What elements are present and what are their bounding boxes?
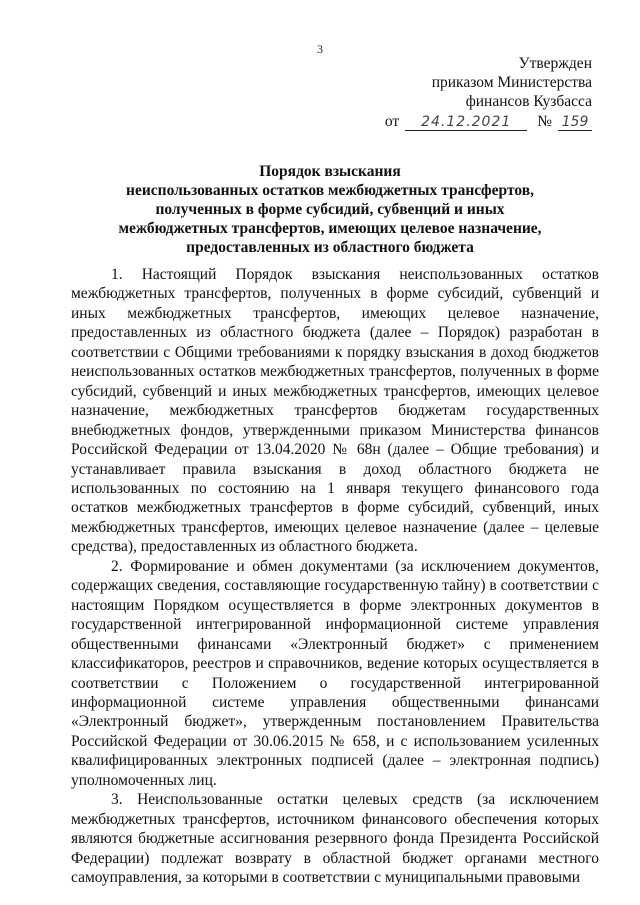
date-prefix: от — [384, 113, 400, 130]
title-line-1: Порядок взыскания — [259, 163, 401, 180]
handwritten-date: 24.12.2021 — [405, 114, 527, 131]
title-line-3: полученных в форме субсидий, субвенций и иных — [155, 201, 505, 218]
paragraph-2: 2. Формирование и обмен документами (за исключением документов, содержащих сведения, составляющие государственную тайну) в соответствии с настоящим Порядком осуществляется в форме электронных документов в государственной интегрированной информационной системе управления общественными финансами «Электронный бюджет» с применением классификаторов, реестров и справочников, ведение которых осуществляется в соответствии с Положением о государственной интегрированной информационной системе управления общественными финансами «Электронный бюджет», утвержденным постановлением Правительства Российской Федерации от 30.06.2015 № 658, и с использованием усиленных квалифицированных электронных подписей (далее – электронная подпись) уполномоченных лиц. — [71, 557, 599, 789]
number-label: № — [537, 113, 552, 130]
document-title — [60, 162, 600, 257]
title-line-5: предоставленных из областного бюджета — [186, 239, 474, 256]
approval-stamp — [372, 54, 592, 131]
approval-line-order: приказом Министерства — [431, 74, 592, 91]
document-body — [71, 265, 599, 888]
approval-date-row — [372, 112, 592, 131]
handwritten-number: 159 — [558, 114, 592, 131]
paragraph-1: 1. Настоящий Порядок взыскания неиспользованных остатков межбюджетных трансфертов, полученных в форме субсидий, субвенций и иных межбюджетных трансфертов, имеющих целевое назначение, предоставленных из областного бюджета (далее – Порядок) разработан в соответствии с Общими требованиями к порядку взыскания в доход бюджетов неиспользованных остатков межбюджетных трансфертов, полученных в форме субсидий, субвенций и иных межбюджетных трансфертов, имеющих целевое назначение, межбюджетных трансфертов бюджетам государственных внебюджетных фондов, утвержденными приказом Министерства финансов Российской Федерации от 13.04.2020 № 68н (далее – Общие требования) и устанавливает правила взыскания в доход областного бюджета не использованных по состоянию на 1 января текущего финансового года остатков межбюджетных трансфертов в форме субсидий, субвенций, иных межбюджетных трансфертов, имеющих целевое назначение (далее – целевые средства), предоставленных из областного бюджета. — [71, 266, 599, 556]
approval-line-ministry: финансов Кузбасса — [465, 93, 592, 110]
title-line-4: межбюджетных трансфертов, имеющих целевое назначение, — [118, 220, 542, 237]
paragraph-3: 3. Неиспользованные остатки целевых средств (за исключением межбюджетных трансфертов, источником финансового обеспечения которых являются бюджетные ассигнования резервного фонда Президента Российской Федерации) подлежат возврату в областной бюджет органами местного самоуправления, за которыми в соответствии с муниципальными правовыми — [71, 791, 599, 887]
title-line-2: неиспользованных остатков межбюджетных трансфертов, — [126, 182, 534, 199]
approval-line-approved: Утвержден — [518, 55, 592, 72]
page-number: 3 — [317, 42, 323, 56]
